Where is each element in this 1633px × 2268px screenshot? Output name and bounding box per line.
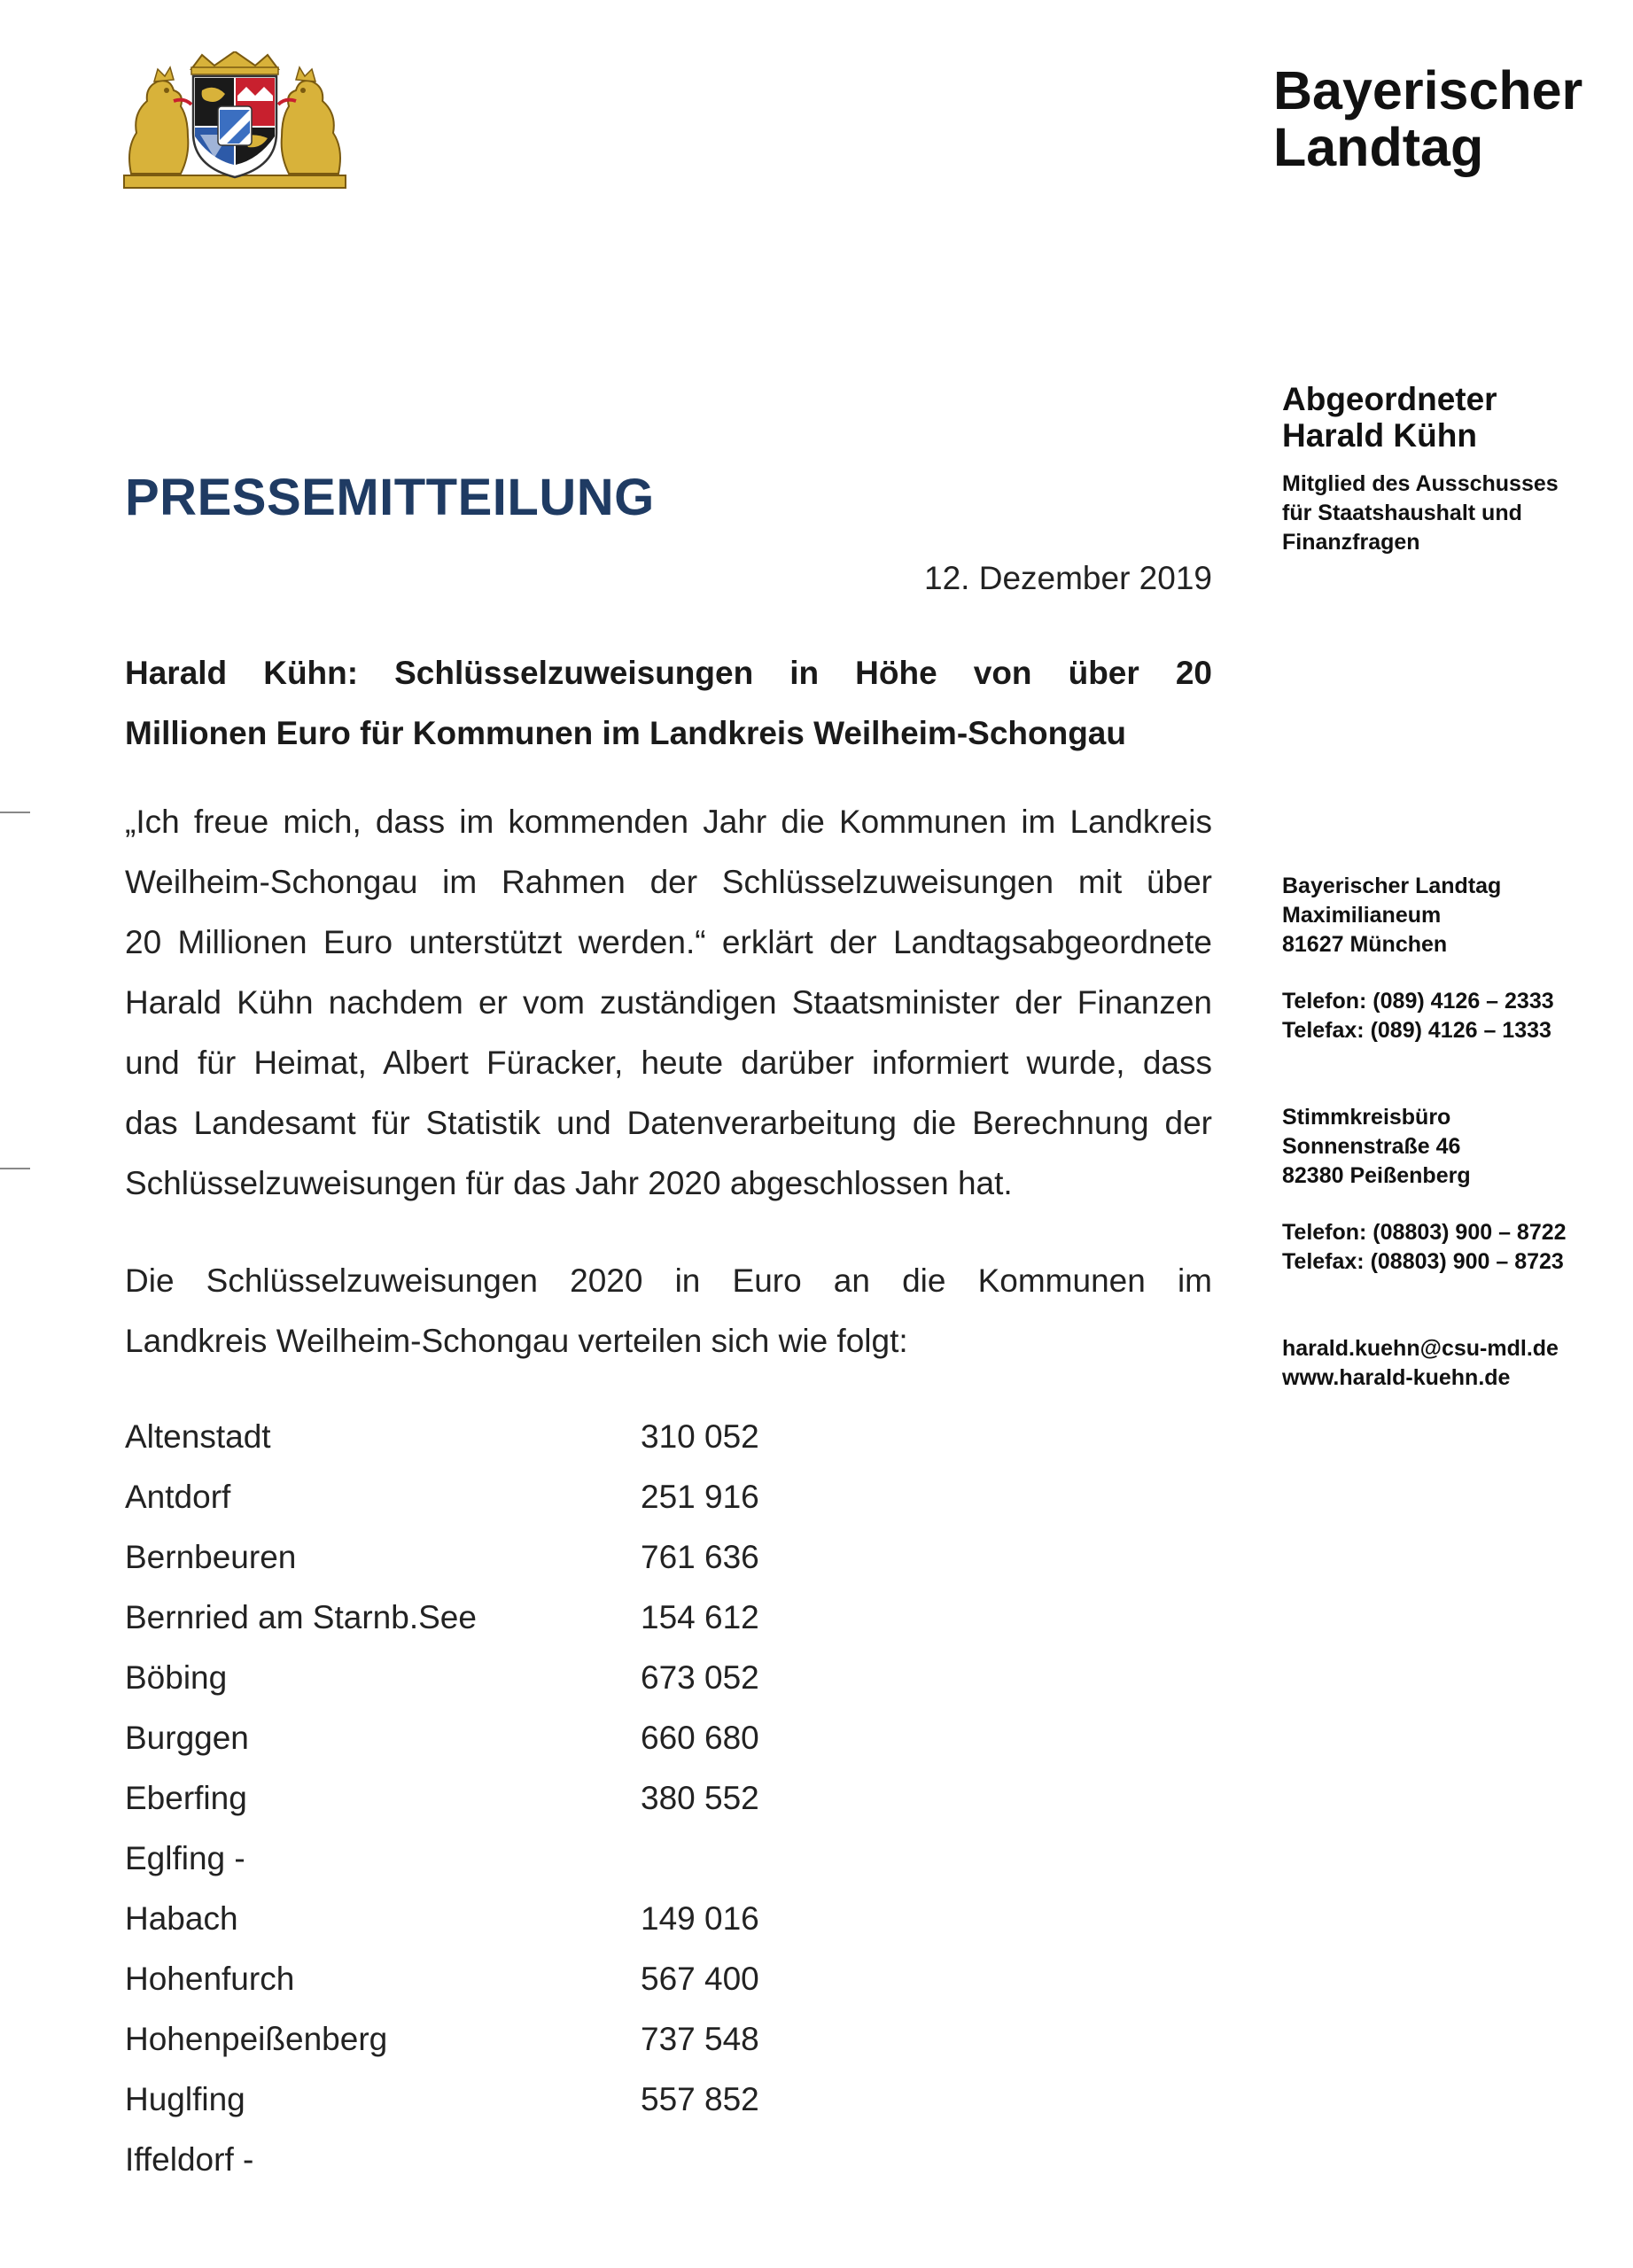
mp-role (1282, 470, 1619, 557)
municipality-name: Eberfing (125, 1780, 247, 1816)
body-line: Weilheim-Schongau im Rahmen der Schlüsselzuweisungen mit über (125, 864, 1212, 900)
district-phone-block (1282, 1218, 1567, 1277)
table-row (125, 1768, 759, 1829)
allocation-value: 673 052 (641, 1659, 759, 1696)
district-phone: Telefon: (08803) 900 – 8722 (1282, 1220, 1567, 1245)
municipality-name: Hohenfurch (125, 1961, 295, 1997)
table-row (125, 1467, 759, 1527)
allocation-value: 737 548 (641, 2021, 759, 2057)
municipality-name: Huglfing (125, 2081, 245, 2117)
district-line: 82380 Peißenberg (1282, 1163, 1471, 1188)
office-phone-block (1282, 987, 1554, 1045)
table-row (125, 1648, 759, 1708)
body-line: das Landesamt für Statistik und Datenverarbeitung die Berechnung der (125, 1105, 1212, 1141)
municipality-name: Antdorf (125, 1479, 231, 1515)
mp-name: Harald Kühn (1282, 417, 1477, 454)
fold-mark-bottom (0, 1168, 30, 1169)
district-office-address (1282, 1103, 1471, 1191)
table-row (125, 1588, 759, 1648)
district-fax: Telefax: (08803) 900 – 8723 (1282, 1249, 1564, 1274)
brand-line-2: Landtag (1273, 117, 1484, 177)
body-paragraph (125, 792, 1212, 1214)
allocation-value: 154 612 (641, 1599, 759, 1635)
municipality-name: Altenstadt (125, 1418, 271, 1455)
body-line: „Ich freue mich, dass im kommenden Jahr die Kommunen im Landkreis (125, 804, 1212, 840)
allocation-value: 380 552 (641, 1780, 759, 1816)
table-row (125, 2070, 759, 2130)
website-link[interactable]: www.harald-kuehn.de (1282, 1365, 1511, 1390)
table-row (125, 1829, 759, 1889)
body-line: Harald Kühn nachdem er vom zuständigen Staatsminister der Finanzen (125, 984, 1212, 1021)
office-line: Maximilianeum (1282, 903, 1442, 928)
body-line: 20 Millionen Euro unterstützt werden.“ erklärt der Landtagsabgeordnete (125, 924, 1212, 960)
office-line: Bayerischer Landtag (1282, 874, 1502, 898)
table-row (125, 2009, 759, 2070)
allocation-value: 251 916 (641, 1479, 759, 1515)
document-date: 12. Dezember 2019 (924, 560, 1212, 596)
distribution-intro (125, 1251, 1212, 1371)
table-row (125, 1407, 759, 1467)
municipality-name: Bernried am Starnb.See (125, 1599, 477, 1635)
allocation-table (125, 1407, 759, 2190)
online-contact (1282, 1334, 1559, 1393)
allocation-value: 567 400 (641, 1961, 759, 1997)
mp-info (1282, 381, 1619, 557)
table-row (125, 1889, 759, 1949)
office-fax: Telefax: (089) 4126 – 1333 (1282, 1018, 1551, 1043)
headline-line-2: Millionen Euro für Kommunen im Landkreis Weilheim-Schongau (125, 715, 1126, 751)
email-link[interactable]: harald.kuehn@csu-mdl.de (1282, 1336, 1559, 1361)
allocation-value: 557 852 (641, 2081, 759, 2117)
municipality-name: Burggen (125, 1720, 249, 1756)
office-address (1282, 872, 1501, 959)
allocation-value: 149 016 (641, 1900, 759, 1937)
role-line: für Staatshaushalt und (1282, 501, 1522, 525)
district-line: Sonnenstraße 46 (1282, 1134, 1461, 1159)
municipality-name: Hohenpeißenberg (125, 2021, 388, 2057)
intro-line: Landkreis Weilheim-Schongau verteilen sich wie folgt: (125, 1323, 908, 1359)
body-line: Schlüsselzuweisungen für das Jahr 2020 abgeschlossen hat. (125, 1165, 1013, 1201)
municipality-name: Böbing (125, 1659, 228, 1696)
allocation-value: 310 052 (641, 1418, 759, 1455)
district-line: Stimmkreisbüro (1282, 1105, 1451, 1130)
brand-wordmark (1273, 62, 1582, 175)
brand-line-1: Bayerischer (1273, 60, 1583, 120)
municipality-name: Habach (125, 1900, 238, 1937)
headline-line-1: Harald Kühn: Schlüsselzuweisungen in Höhe von über 20 (125, 655, 1212, 691)
allocation-value: 761 636 (641, 1539, 759, 1575)
table-row (125, 1949, 759, 2009)
office-line: 81627 München (1282, 932, 1448, 957)
municipality-name: Bernbeuren (125, 1539, 297, 1575)
intro-line: Die Schlüsselzuweisungen 2020 in Euro an die Kommunen im (125, 1262, 1212, 1299)
municipality-name: Iffeldorf - (125, 2141, 254, 2178)
municipality-name: Eglfing - (125, 1840, 245, 1876)
table-row (125, 2130, 759, 2190)
role-line: Finanzfragen (1282, 530, 1420, 555)
role-line: Mitglied des Ausschusses (1282, 471, 1559, 496)
table-row (125, 1527, 759, 1588)
page-title: PRESSEMITTEILUNG (125, 469, 655, 526)
table-row (125, 1708, 759, 1768)
mp-title-line-1: Abgeordneter (1282, 381, 1497, 417)
office-phone: Telefon: (089) 4126 – 2333 (1282, 989, 1554, 1014)
headline (125, 643, 1212, 764)
allocation-value: 660 680 (641, 1720, 759, 1756)
fold-mark-top (0, 812, 30, 813)
bavarian-coat-of-arms-icon (122, 51, 347, 191)
body-line: und für Heimat, Albert Füracker, heute darüber informiert wurde, dass (125, 1045, 1212, 1081)
